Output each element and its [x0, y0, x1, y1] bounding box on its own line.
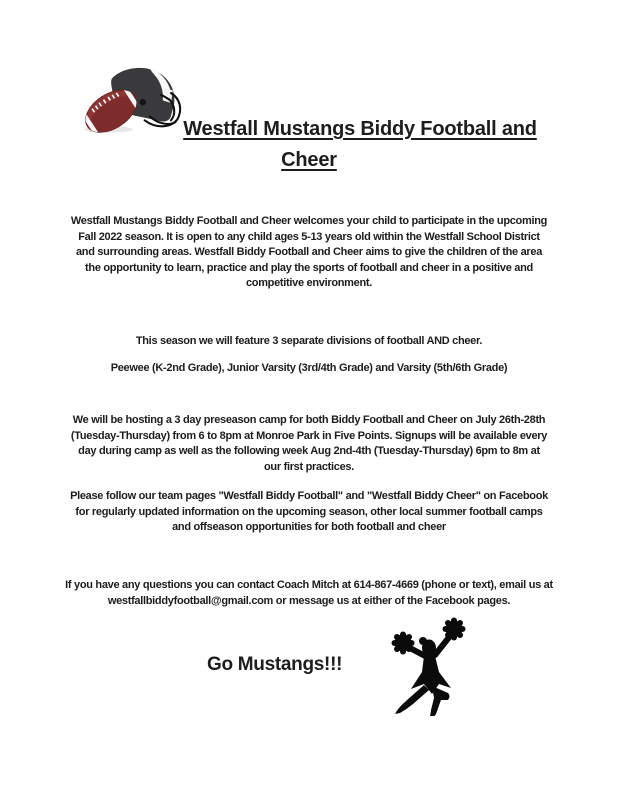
camp-paragraph: We will be hosting a 3 day preseason camp for both Biddy Football and Cheer on July 26th-28th (Tuesday-Thursday) from 6 to 8pm at Monroe Park in Five Points. Signups will be available every day during camp as well as the following week Aug 2nd-4th (Tuesday-Thursday) 6pm to 8m at our first practices. — [70, 414, 548, 473]
closing-text: Go Mustangs!!! — [207, 654, 343, 675]
divisions-list-paragraph: Peewee (K-2nd Grade), Junior Varsity (3rd/4th Grade) and Varsity (5th/6th Grade) — [110, 362, 508, 374]
page-title-text: Westfall Mustangs Biddy Football and Cheer — [183, 118, 537, 171]
intro-paragraph: Westfall Mustangs Biddy Football and Cheer welcomes your child to participate in the upcoming Fall 2022 season. It is open to any child ages 5-13 years old within the Westfall School District and surrounding areas. Westfall Biddy Football and Cheer aims to give the children of the area the opportunity to learn, practice and play the sports of football and cheer in a positive and competitive environment. — [70, 215, 548, 289]
page-title — [69, 62, 549, 176]
divisions-lead-paragraph: This season we will feature 3 separate divisions of football AND cheer. — [135, 335, 483, 347]
contact-paragraph: If you have any questions you can contact Coach Mitch at 614-867-4669 (phone or text), email us at westfallbiddyfootball@gmail.com or message us at either of the Facebook pages. — [65, 579, 553, 607]
facebook-paragraph: Please follow our team pages "Westfall Biddy Football" and "Westfall Biddy Cheer" on Facebook for regularly updated information on the upcoming season, other local summer football camps and offseason opportunities for both football and cheer — [70, 490, 548, 533]
cheerleader-icon — [383, 616, 475, 716]
football-helmet-icon — [81, 62, 181, 135]
